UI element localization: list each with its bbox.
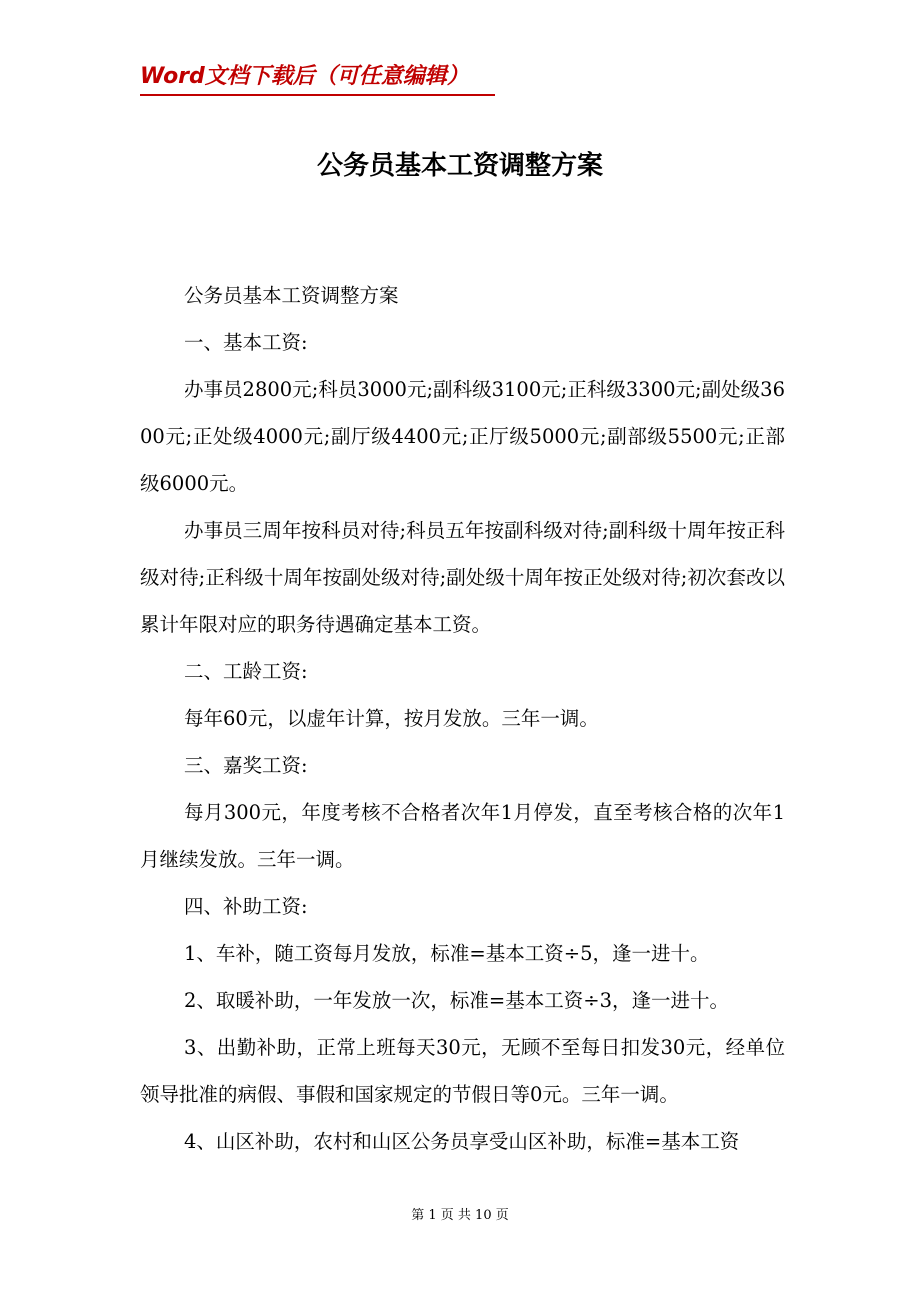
header-underline [140,94,495,96]
section-heading-allowances: 四、补助工资: [184,895,308,918]
page-number: 第 1 页 共 10 页 [411,1208,509,1223]
paragraph-allowance-mountain: 4、山区补助，农村和山区公务员享受山区补助，标准=基本工资 [184,1130,740,1153]
paragraph-basic-salary-levels: 办事员2800元;科员3000元;副科级3100元;正科级3300元;副处级3600元;正处级4000元;副厅级4400元;正厅级5000元;副部级5500元;正部级6000元。 [140,378,785,495]
paragraph-seniority-pay: 每年60元，以虚年计算，按月发放。三年一调。 [184,707,599,730]
section-heading-seniority-pay: 二、工龄工资: [184,660,308,683]
paragraph-intro: 公务员基本工资调整方案 [184,284,399,307]
document-header [140,62,495,96]
document-body [140,272,785,1165]
paragraph-allowance-attendance: 3、出勤补助，正常上班每天30元，无顾不至每日扣发30元，经单位领导批准的病假、事假和国家规定的节假日等0元。三年一调。 [140,1036,785,1106]
paragraph-allowance-vehicle: 1、车补，随工资每月发放，标准=基本工资÷5，逢一进十。 [184,942,710,965]
paragraph-allowance-heating: 2、取暖补助，一年发放一次，标准=基本工资÷3，逢一进十。 [184,989,729,1012]
section-heading-reward-pay: 三、嘉奖工资: [184,754,308,777]
paragraph-reward-pay: 每月300元，年度考核不合格者次年1月停发，直至考核合格的次年1月继续发放。三年一调。 [140,801,785,871]
section-heading-basic-salary: 一、基本工资: [184,331,308,354]
header-label: Word文档下载后（可任意编辑） [140,64,469,89]
document-title: 公务员基本工资调整方案 [316,151,603,181]
paragraph-promotion-rules: 办事员三周年按科员对待;科员五年按副科级对待;副科级十周年按正科级对待;正科级十周年按副处级对待;副处级十周年按正处级对待;初次套改以累计年限对应的职务待遇确定基本工资。 [140,519,785,636]
